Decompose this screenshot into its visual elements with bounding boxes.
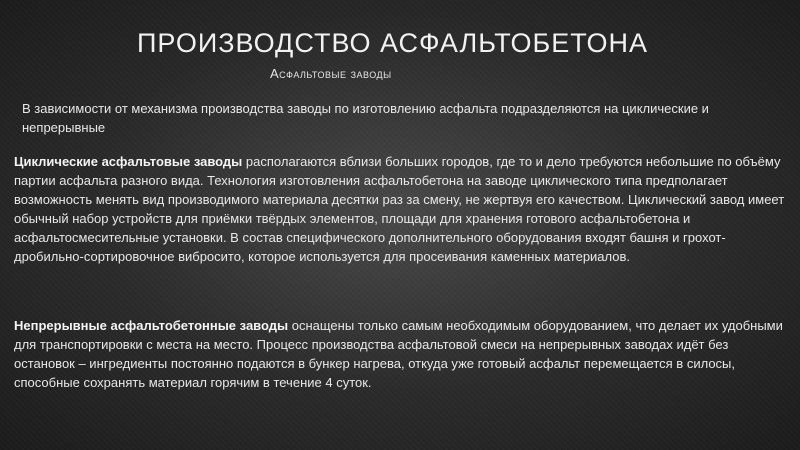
continuous-plants-paragraph	[14, 316, 790, 392]
continuous-plants-text: оснащены только самым необходимым оборудованием, что делает их удобными для транспортировки с места на место. Процесс производства асфальтовой смеси на непрерывных заводах идёт без остановок – ингредиенты постоянно подаются в бункер нагрева, откуда уже готовый асфальт перемещается в силосы, способные сохранять материал горячим в течение 4 суток.	[14, 318, 783, 390]
cyclic-plants-heading: Циклические асфальтовые заводы	[14, 154, 243, 169]
intro-paragraph: В зависимости от механизма производства заводы по изготовлению асфальта подразделяются на циклические и непрерывные	[22, 101, 709, 135]
slide-title: ПРОИЗВОДСТВО АСФАЛЬТОБЕТОНА	[137, 28, 649, 58]
cyclic-plants-text: располагаются вблизи больших городов, где то и дело требуются небольшие по объёму партии асфальта разного вида. Технология изготовления асфальтобетона на заводе циклического типа предполагает возможность менять вид производимого материала десятки раз за смену, не жертвуя его качеством. Циклический завод имеет обычный набор устройств для приёмки твёрдых элементов, площади для хранения готового асфальтобетона и асфальтосмесительные установки. В состав специфического дополнительного оборудования входят башня и грохот- дробильно-сортировочное вибросито, которое используется для просеивания каменных материалов.	[14, 154, 785, 264]
cyclic-plants-paragraph	[14, 152, 790, 266]
slide-subtitle: Асфальтовые заводы	[270, 66, 392, 81]
continuous-plants-heading: Непрерывные асфальтобетонные заводы	[14, 318, 289, 333]
